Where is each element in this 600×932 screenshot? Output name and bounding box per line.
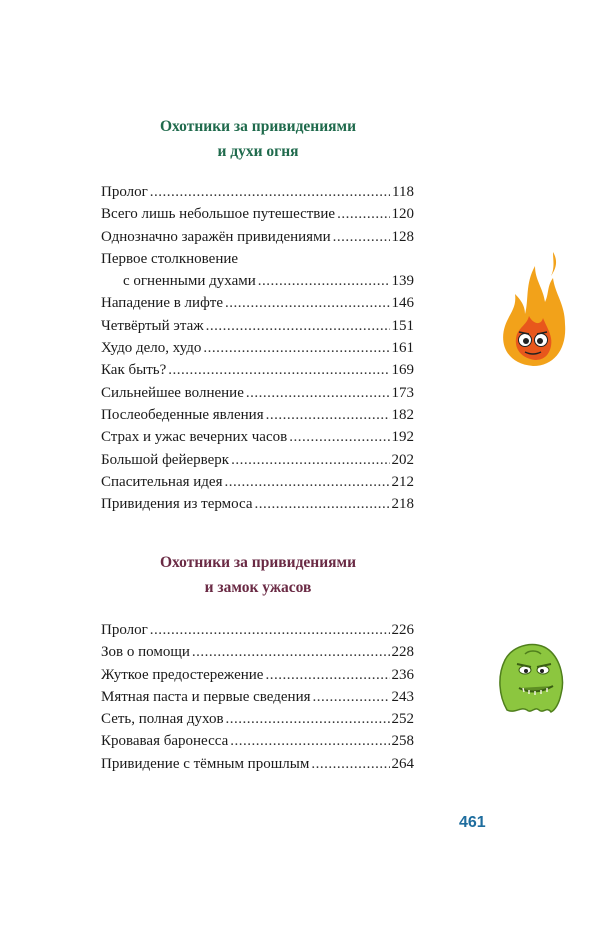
toc-entry[interactable] [101, 292, 414, 314]
toc-entry[interactable] [101, 471, 414, 493]
toc-entry[interactable] [101, 753, 414, 775]
dot-leader [231, 449, 389, 471]
toc-entry[interactable] [101, 203, 414, 225]
toc-entry[interactable] [101, 619, 414, 641]
toc-entry-title: Мятная паста и первые сведения [101, 688, 311, 705]
dot-leader [150, 619, 390, 641]
toc-entry-page: 258 [391, 733, 414, 750]
toc-entry-title: Всего лишь небольшое путешествие [101, 206, 336, 223]
toc-entry[interactable] [101, 708, 414, 730]
toc-entry-title: Жуткое предостережение [101, 666, 264, 683]
toc-entry[interactable] [101, 337, 414, 359]
toc-entry[interactable] [101, 449, 414, 471]
toc-entry-title: Пролог [101, 184, 148, 200]
toc-entry[interactable] [101, 664, 414, 686]
section-1-title [100, 114, 416, 164]
toc-entry-page: 218 [391, 496, 414, 513]
toc-entry[interactable] [101, 226, 414, 248]
toc-entry-title: Худо дело, худо [101, 340, 202, 357]
toc-entry-title: Как быть? [101, 362, 167, 379]
toc-entry-page: 252 [391, 711, 414, 728]
toc-entry-page: 212 [391, 473, 414, 490]
toc-entry-title: Привидение с тёмным прошлым [101, 755, 310, 772]
section-2-title-line-2: и замок ужасов [204, 579, 312, 596]
toc-section-1 [101, 181, 414, 515]
dot-leader [266, 404, 390, 426]
toc-entry-page: 182 [391, 406, 414, 423]
toc-section-2 [101, 619, 414, 775]
toc-entry-title: Послеобеденные явления [101, 406, 264, 423]
toc-entry-page: 236 [391, 666, 414, 683]
dot-leader [203, 337, 389, 359]
toc-entry[interactable] [101, 382, 414, 404]
dot-leader [311, 753, 389, 775]
dot-leader [333, 226, 390, 248]
toc-entry-page: 128 [391, 228, 414, 245]
toc-entry[interactable] [101, 248, 414, 293]
toc-entry-title: Страх и ужас вечерних часов [101, 429, 288, 446]
toc-entry[interactable] [101, 641, 414, 663]
toc-entry-page: 228 [391, 644, 414, 661]
toc-entry-page: 120 [391, 206, 414, 223]
section-2-title-line-1: Охотники за привидениями [159, 554, 357, 571]
toc-entry[interactable] [101, 181, 414, 203]
toc-entry-title: Пролог [101, 622, 148, 638]
section-1-title-line-1: Охотники за привидениями [159, 118, 357, 135]
toc-entry[interactable] [101, 730, 414, 752]
toc-entry-page: 169 [391, 362, 414, 379]
toc-entry-page: 264 [391, 755, 414, 772]
toc-entry-page: 202 [391, 451, 414, 468]
dot-leader [313, 686, 390, 708]
page-number: 461 [459, 814, 486, 831]
fire-spirit-icon [495, 248, 573, 368]
toc-entry[interactable] [101, 426, 414, 448]
toc-entry-title-continued: с огненными духами [123, 273, 256, 290]
section-2-title [100, 550, 416, 600]
toc-entry[interactable] [101, 404, 414, 426]
section-1-title-line-2: и духи огня [217, 143, 299, 160]
toc-entry-page: 192 [391, 429, 414, 446]
toc-entry-page: 118 [392, 184, 414, 200]
toc-entry[interactable] [101, 493, 414, 515]
dot-leader [289, 426, 389, 448]
green-ghost-icon [495, 636, 567, 716]
dot-leader [255, 493, 390, 515]
dot-leader [230, 730, 389, 752]
toc-entry-page: 139 [391, 273, 414, 290]
toc-entry-title: Четвёртый этаж [101, 317, 204, 334]
dot-leader [265, 664, 389, 686]
toc-entry-page: 173 [391, 384, 414, 401]
dot-leader [225, 292, 389, 314]
dot-leader [224, 471, 389, 493]
toc-entry-page: 226 [391, 622, 414, 638]
dot-leader [246, 382, 390, 404]
toc-entry[interactable] [101, 359, 414, 381]
toc-entry-title: Сеть, полная духов [101, 711, 224, 728]
toc-entry-title: Первое столкновение [101, 250, 239, 267]
dot-leader [150, 181, 390, 203]
dot-leader [168, 359, 389, 381]
dot-leader [258, 270, 390, 292]
toc-entry-title: Привидения из термоса [101, 496, 253, 513]
toc-entry-page: 146 [391, 295, 414, 312]
dot-leader [192, 641, 390, 663]
toc-entry-title: Спасительная идея [101, 473, 223, 490]
dot-leader [206, 315, 390, 337]
toc-entry-title: Кровавая баронесса [101, 733, 229, 750]
toc-entry-title: Сильнейшее волнение [101, 384, 244, 401]
dot-leader [226, 708, 390, 730]
toc-entry-title: Нападение в лифте [101, 295, 224, 312]
toc-entry-title: Зов о помощи [101, 644, 190, 661]
toc-entry-title: Большой фейерверк [101, 451, 230, 468]
toc-entry-page: 151 [391, 317, 414, 334]
toc-entry-page: 161 [391, 340, 414, 357]
dot-leader [337, 203, 389, 225]
toc-entry[interactable] [101, 315, 414, 337]
toc-entry-title: Однозначно заражён привидениями [101, 228, 331, 245]
toc-entry[interactable] [101, 686, 414, 708]
toc-entry-page: 243 [391, 688, 414, 705]
